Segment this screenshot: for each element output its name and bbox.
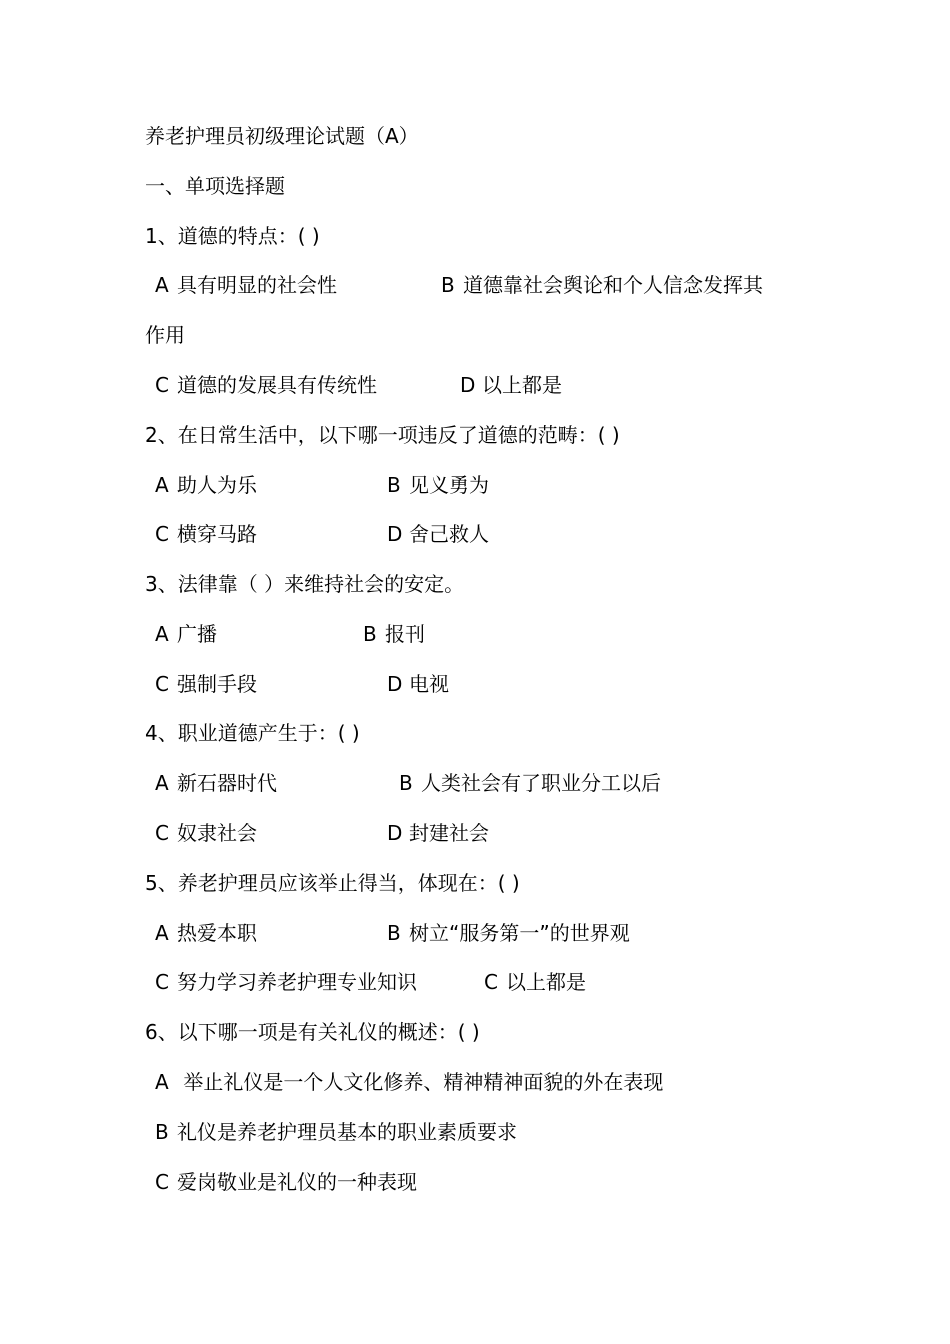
question-3-stem: 3、法律靠（ ）来维持社会的安定。 <box>145 572 465 596</box>
q6-option-b <box>155 1119 517 1145</box>
q2-option-c <box>155 521 257 547</box>
q1-option-c <box>155 372 377 398</box>
q3-option-b <box>363 621 425 647</box>
question-1-stem: 1、道德的特点：( ) <box>145 224 320 248</box>
section-heading: 一、单项选择题 <box>145 174 285 198</box>
option-text: 人类社会有了职业分工以后 <box>421 771 661 795</box>
option-text: 报刊 <box>385 622 425 646</box>
option-letter: B <box>363 622 377 646</box>
option-text: 努力学习养老护理专业知识 <box>177 970 417 994</box>
option-letter: A <box>155 273 169 297</box>
q6-option-c <box>155 1169 417 1195</box>
q5-option-a <box>155 920 257 946</box>
option-text: 礼仪是养老护理员基本的职业素质要求 <box>177 1120 517 1144</box>
option-text: 舍己救人 <box>409 522 489 546</box>
option-letter: C <box>155 1170 169 1194</box>
option-text: 见义勇为 <box>409 473 489 497</box>
q3-option-a <box>155 621 217 647</box>
option-letter: C <box>155 970 169 994</box>
option-text: 奴隶社会 <box>177 821 257 845</box>
option-letter: D <box>387 522 403 546</box>
option-text: 助人为乐 <box>177 473 257 497</box>
q2-option-d <box>387 521 489 547</box>
option-text: 热爱本职 <box>177 921 257 945</box>
option-text: 横穿马路 <box>177 522 257 546</box>
option-letter: D <box>460 373 476 397</box>
question-2-stem: 2、在日常生活中，以下哪一项违反了道德的范畴：( ) <box>145 423 620 447</box>
question-6-stem: 6、以下哪一项是有关礼仪的概述：( ) <box>145 1020 480 1044</box>
option-letter: A <box>155 1070 169 1094</box>
q1-option-b <box>441 272 763 298</box>
option-text: 封建社会 <box>409 821 489 845</box>
option-text: 电视 <box>409 672 449 696</box>
option-letter: A <box>155 473 169 497</box>
q1-option-d <box>460 372 562 398</box>
option-letter: B <box>387 921 401 945</box>
option-text: 道德靠社会舆论和个人信念发挥其 <box>463 273 763 297</box>
option-letter: B <box>399 771 413 795</box>
option-text: 爱岗敬业是礼仪的一种表现 <box>177 1170 417 1194</box>
q5-option-b <box>387 920 630 946</box>
option-letter: B <box>155 1120 169 1144</box>
option-text: 广播 <box>177 622 217 646</box>
q1-option-a <box>155 272 337 298</box>
option-text: 以上都是 <box>506 970 586 994</box>
option-letter: B <box>441 273 455 297</box>
q3-option-c <box>155 671 257 697</box>
option-letter: C <box>155 821 169 845</box>
question-5-stem: 5、养老护理员应该举止得当，体现在：( ) <box>145 871 520 895</box>
q6-option-a <box>155 1069 663 1095</box>
option-letter: B <box>387 473 401 497</box>
q1-option-b-continuation: 作用 <box>145 323 185 347</box>
option-text: 具有明显的社会性 <box>177 273 337 297</box>
q2-option-b <box>387 472 489 498</box>
option-letter: C <box>155 373 169 397</box>
option-letter: D <box>387 821 403 845</box>
option-letter: C <box>155 672 169 696</box>
question-4-stem: 4、职业道德产生于：( ) <box>145 721 360 745</box>
q4-option-d <box>387 820 489 846</box>
q4-option-b <box>399 770 661 796</box>
option-text: 举止礼仪是一个人文化修养、精神精神面貌的外在表现 <box>177 1070 664 1094</box>
q4-option-a <box>155 770 277 796</box>
option-text: 新石器时代 <box>177 771 277 795</box>
option-text: 以上都是 <box>482 373 562 397</box>
q5-option-c <box>155 969 417 995</box>
q3-option-d <box>387 671 449 697</box>
option-letter: D <box>387 672 403 696</box>
q5-option-d <box>484 969 586 995</box>
option-letter: C <box>155 522 169 546</box>
option-letter: C <box>484 970 498 994</box>
option-text: 树立“服务第一”的世界观 <box>409 921 630 945</box>
option-letter: A <box>155 921 169 945</box>
option-text: 强制手段 <box>177 672 257 696</box>
document-title: 养老护理员初级理论试题（A） <box>145 124 419 148</box>
q4-option-c <box>155 820 257 846</box>
option-letter: A <box>155 622 169 646</box>
q2-option-a <box>155 472 257 498</box>
option-text: 道德的发展具有传统性 <box>177 373 377 397</box>
option-letter: A <box>155 771 169 795</box>
